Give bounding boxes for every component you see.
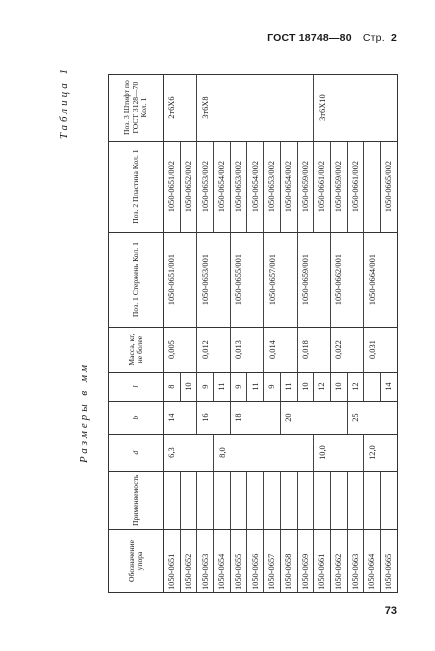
cell-mass bbox=[247, 327, 264, 372]
cell-l: 12 bbox=[314, 372, 331, 401]
cell-app bbox=[364, 471, 381, 529]
table-row bbox=[330, 74, 347, 592]
cell-app bbox=[297, 471, 314, 529]
col-application: Применяемость bbox=[109, 471, 164, 529]
table-row bbox=[264, 74, 281, 592]
cell-pos2: 1050-0653/002 bbox=[264, 141, 281, 232]
cell-app bbox=[330, 471, 347, 529]
folio-number: 73 bbox=[384, 605, 397, 617]
cell-pos2: 1050-0653/002 bbox=[230, 141, 247, 232]
standard-number: ГОСТ 18748—80 bbox=[267, 32, 352, 44]
cell-l: 14 bbox=[380, 372, 397, 401]
cell-mass: 0,014 bbox=[264, 327, 281, 372]
cell-pos3 bbox=[180, 74, 197, 141]
cell-pos3 bbox=[380, 74, 397, 141]
cell-d bbox=[297, 434, 314, 471]
cell-des: 1050-0652 bbox=[180, 530, 197, 593]
cell-mass: 0,031 bbox=[364, 327, 381, 372]
cell-l: 10 bbox=[297, 372, 314, 401]
col-d: d bbox=[109, 434, 164, 471]
cell-d bbox=[380, 434, 397, 471]
cell-pos3: 2т6Х6 bbox=[164, 74, 181, 141]
cell-mass bbox=[214, 327, 231, 372]
cell-pos1: 1050-0653/001 bbox=[197, 232, 214, 327]
cell-app bbox=[264, 471, 281, 529]
cell-b: 25 bbox=[347, 401, 364, 434]
cell-pos1: 1050-0659/001 bbox=[297, 232, 314, 327]
cell-des: 1050-0661 bbox=[314, 530, 331, 593]
cell-pos3 bbox=[264, 74, 281, 141]
col-pos1: Поз. 1 Стержень Кол. 1 bbox=[109, 232, 164, 327]
cell-d: 6,3 bbox=[164, 434, 181, 471]
cell-app bbox=[247, 471, 264, 529]
cell-b bbox=[330, 401, 347, 434]
cell-b: 14 bbox=[164, 401, 181, 434]
cell-des: 1050-0662 bbox=[330, 530, 347, 593]
cell-pos2: 1050-0653/002 bbox=[197, 141, 214, 232]
cell-pos2: 1050-0659/002 bbox=[297, 141, 314, 232]
cell-des: 1050-0653 bbox=[197, 530, 214, 593]
cell-b: 18 bbox=[230, 401, 247, 434]
cell-pos2: 1050-0659/002 bbox=[330, 141, 347, 232]
table-block bbox=[56, 58, 416, 593]
table-subcaption: Размеры в мм bbox=[78, 362, 90, 463]
table-row bbox=[364, 74, 381, 592]
cell-d bbox=[247, 434, 264, 471]
cell-pos1 bbox=[280, 232, 297, 327]
cell-des: 1050-0663 bbox=[347, 530, 364, 593]
cell-app bbox=[214, 471, 231, 529]
cell-d bbox=[180, 434, 197, 471]
cell-pos3: 3т6Х10 bbox=[314, 74, 331, 141]
cell-pos3 bbox=[330, 74, 347, 141]
cell-l: 11 bbox=[280, 372, 297, 401]
cell-pos2: 1050-0665/002 bbox=[380, 141, 397, 232]
cell-mass bbox=[314, 327, 331, 372]
cell-pos2 bbox=[364, 141, 381, 232]
cell-b bbox=[247, 401, 264, 434]
cell-pos2: 1050-0651/002 bbox=[164, 141, 181, 232]
dimensions-table bbox=[108, 74, 398, 593]
cell-b: 16 bbox=[197, 401, 214, 434]
cell-mass: 0,005 bbox=[164, 327, 181, 372]
cell-des: 1050-0664 bbox=[364, 530, 381, 593]
cell-des: 1050-0655 bbox=[230, 530, 247, 593]
cell-l: 11 bbox=[247, 372, 264, 401]
table-row bbox=[297, 74, 314, 592]
cell-pos2: 1050-0661/002 bbox=[314, 141, 331, 232]
cell-app bbox=[347, 471, 364, 529]
page-label: Стр. bbox=[362, 32, 385, 44]
cell-pos3: 3т6Х8 bbox=[197, 74, 214, 141]
cell-l bbox=[364, 372, 381, 401]
col-designation: Обозначение упора bbox=[109, 530, 164, 593]
col-b: b bbox=[109, 401, 164, 434]
cell-pos1: 1050-0664/001 bbox=[364, 232, 381, 327]
cell-pos1: 1050-0657/001 bbox=[264, 232, 281, 327]
cell-pos2: 1050-0654/002 bbox=[247, 141, 264, 232]
cell-b: 20 bbox=[280, 401, 297, 434]
cell-d bbox=[197, 434, 214, 471]
cell-d: 10,0 bbox=[314, 434, 331, 471]
cell-app bbox=[180, 471, 197, 529]
cell-pos3 bbox=[364, 74, 381, 141]
cell-b bbox=[180, 401, 197, 434]
cell-d bbox=[264, 434, 281, 471]
cell-b bbox=[380, 401, 397, 434]
page-number: 2 bbox=[390, 32, 397, 44]
cell-app bbox=[197, 471, 214, 529]
cell-pos1 bbox=[214, 232, 231, 327]
cell-mass bbox=[280, 327, 297, 372]
table-row bbox=[347, 74, 364, 592]
table-caption: Таблица 1 bbox=[58, 66, 70, 140]
cell-d bbox=[230, 434, 247, 471]
cell-pos1 bbox=[347, 232, 364, 327]
cell-des: 1050-0658 bbox=[280, 530, 297, 593]
cell-mass: 0,012 bbox=[197, 327, 214, 372]
cell-pos1 bbox=[314, 232, 331, 327]
cell-pos2: 1050-0654/002 bbox=[280, 141, 297, 232]
cell-d bbox=[330, 434, 347, 471]
cell-des: 1050-0656 bbox=[247, 530, 264, 593]
cell-mass: 0,018 bbox=[297, 327, 314, 372]
cell-d: 8,0 bbox=[214, 434, 231, 471]
rotated-table-area bbox=[56, 58, 416, 593]
table-row bbox=[247, 74, 264, 592]
table-body bbox=[164, 74, 398, 592]
cell-d bbox=[347, 434, 364, 471]
cell-app bbox=[314, 471, 331, 529]
cell-pos1: 1050-0651/001 bbox=[164, 232, 181, 327]
table-row bbox=[180, 74, 197, 592]
col-pos3: Поз. 3 Штифт по ГОСТ 3128—70 Кол. 1 bbox=[109, 74, 164, 141]
table-row bbox=[164, 74, 181, 592]
cell-pos3 bbox=[214, 74, 231, 141]
cell-app bbox=[164, 471, 181, 529]
table-row bbox=[314, 74, 331, 592]
cell-pos1 bbox=[180, 232, 197, 327]
cell-l: 12 bbox=[347, 372, 364, 401]
cell-d: 12,0 bbox=[364, 434, 381, 471]
table-row bbox=[280, 74, 297, 592]
col-pos2: Поз. 2 Пластина Кол. 1 bbox=[109, 141, 164, 232]
cell-l: 10 bbox=[330, 372, 347, 401]
cell-b bbox=[314, 401, 331, 434]
page-header bbox=[267, 32, 397, 44]
cell-pos2: 1050-0654/002 bbox=[214, 141, 231, 232]
cell-l: 9 bbox=[197, 372, 214, 401]
col-l: l bbox=[109, 372, 164, 401]
cell-des: 1050-0654 bbox=[214, 530, 231, 593]
cell-des: 1050-0657 bbox=[264, 530, 281, 593]
cell-l: 8 bbox=[164, 372, 181, 401]
cell-b bbox=[264, 401, 281, 434]
table-header-row bbox=[109, 74, 164, 592]
cell-pos1 bbox=[247, 232, 264, 327]
cell-pos2: 1050-0652/002 bbox=[180, 141, 197, 232]
cell-pos3 bbox=[347, 74, 364, 141]
col-mass: Масса, кг, не более bbox=[109, 327, 164, 372]
cell-l: 11 bbox=[214, 372, 231, 401]
cell-b bbox=[297, 401, 314, 434]
cell-pos3 bbox=[280, 74, 297, 141]
table-row bbox=[214, 74, 231, 592]
cell-mass bbox=[347, 327, 364, 372]
table-row bbox=[230, 74, 247, 592]
cell-mass: 0,022 bbox=[330, 327, 347, 372]
cell-des: 1050-0659 bbox=[297, 530, 314, 593]
cell-mass bbox=[180, 327, 197, 372]
cell-pos2: 1050-0661/002 bbox=[347, 141, 364, 232]
cell-d bbox=[280, 434, 297, 471]
cell-mass: 0,013 bbox=[230, 327, 247, 372]
cell-b bbox=[364, 401, 381, 434]
cell-app bbox=[380, 471, 397, 529]
cell-app bbox=[230, 471, 247, 529]
cell-b bbox=[214, 401, 231, 434]
table-row bbox=[197, 74, 214, 592]
cell-pos1: 1050-0662/001 bbox=[330, 232, 347, 327]
cell-pos1: 1050-0655/001 bbox=[230, 232, 247, 327]
cell-des: 1050-0665 bbox=[380, 530, 397, 593]
cell-l: 10 bbox=[180, 372, 197, 401]
cell-l: 9 bbox=[264, 372, 281, 401]
cell-mass bbox=[380, 327, 397, 372]
cell-pos1 bbox=[380, 232, 397, 327]
cell-pos3 bbox=[297, 74, 314, 141]
cell-l: 9 bbox=[230, 372, 247, 401]
cell-app bbox=[280, 471, 297, 529]
cell-des: 1050-0651 bbox=[164, 530, 181, 593]
cell-pos3 bbox=[230, 74, 247, 141]
cell-pos3 bbox=[247, 74, 264, 141]
table-row bbox=[380, 74, 397, 592]
